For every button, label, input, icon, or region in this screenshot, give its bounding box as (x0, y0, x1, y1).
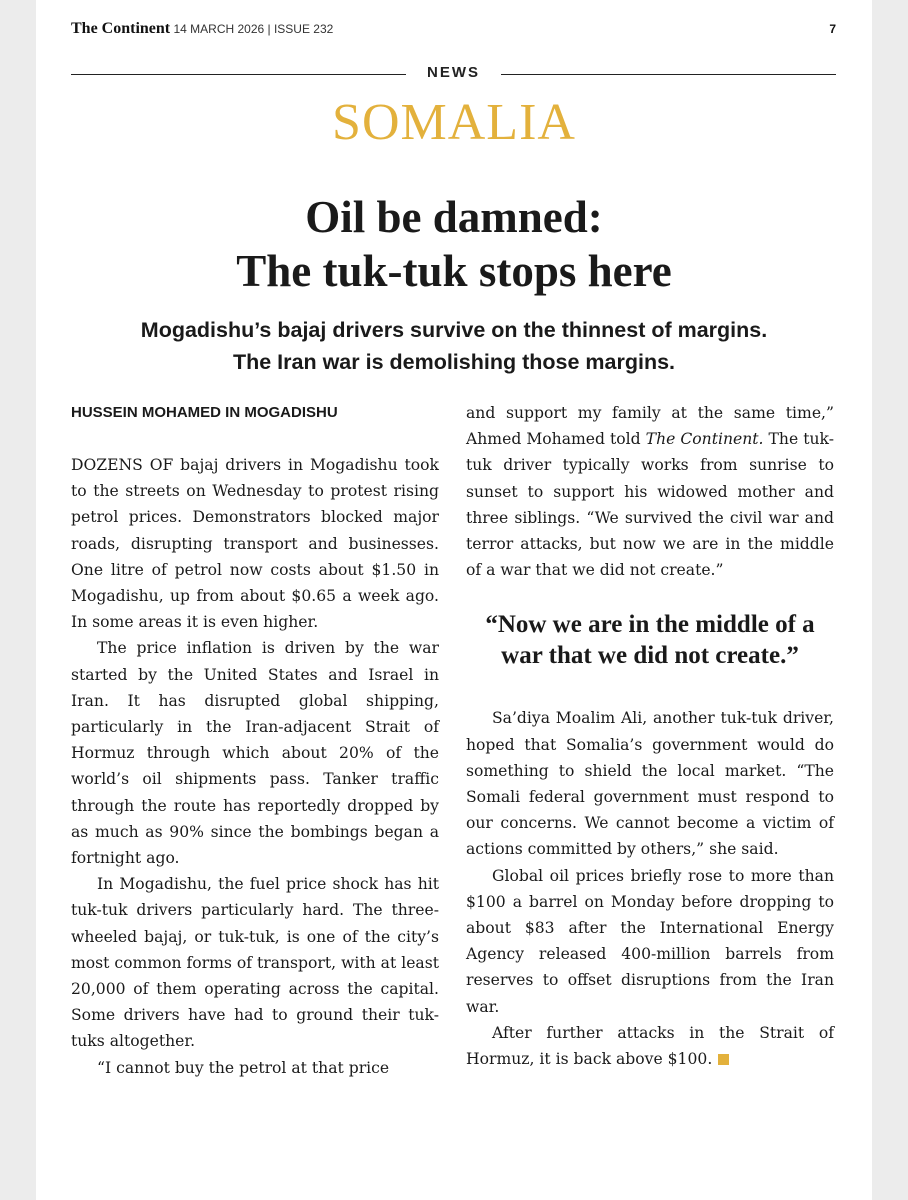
headline (36, 190, 872, 298)
section-label: NEWS (427, 64, 480, 81)
publication-name[interactable]: The Continent (71, 20, 171, 37)
masthead (71, 20, 836, 38)
date-issue: 14 MARCH 2026 | ISSUE 232 (173, 22, 334, 36)
pull-quote: “Now we are in the middle of a war that we did not create.” (485, 611, 815, 670)
paragraph-6: Sa’diya Moalim Ali, another tuk-tuk driver, hoped that Somalia’s government would do something to shield the local market. “The Somali federal government must respond to our concerns. We cannot become a victim of actions committed by others,” she said. (466, 709, 834, 859)
paragraph-8-text: After further attacks in the Strait of Hormuz, it is back above $100. (466, 1023, 834, 1069)
end-mark-icon (718, 1054, 729, 1065)
standfirst (36, 314, 872, 378)
article-column-right (466, 400, 834, 1072)
page-number: 7 (829, 22, 836, 36)
paragraph-5-start: and support my family at the same time,” Ahmed Mohamed told (466, 404, 834, 449)
standfirst-line-1: Mogadishu’s bajaj drivers survive on the thinnest of margins. (140, 318, 768, 342)
byline: HUSSEIN MOHAMED IN MOGADISHU (71, 404, 338, 421)
paragraph-8 (466, 1020, 834, 1072)
country-title: SOMALIA (332, 94, 576, 151)
publication-reference: The Continent. (645, 430, 764, 449)
headline-line-1: Oil be damned: (305, 192, 603, 242)
paragraph-1: DOZENS OF bajaj drivers in Mogadishu took to the streets on Wednesday to protest rising petrol prices. Demonstrators blocked major roads, disrupting transport and businesses. One litre of petrol now costs about $1.50 in Mogadishu, up from about $0.65 a week ago. In some areas it is even higher. (71, 456, 439, 632)
article-column-left (71, 400, 439, 1081)
page (36, 0, 872, 1200)
paragraph-4: “I cannot buy the petrol at that price (97, 1058, 390, 1077)
headline-line-2: The tuk-tuk stops here (236, 246, 672, 296)
paragraph-2: The price inflation is driven by the war started by the United States and Israel in Iran. It has disrupted global shipping, particularly in the Iran-adjacent Strait of Hormuz through which about 20% of the world’s oil shipments pass. Tanker traffic through the route has reportedly dropped by as much as 90% since the bombings began a fortnight ago. (71, 639, 439, 868)
section-header (71, 62, 836, 86)
paragraph-7: Global oil prices briefly rose to more than $100 a barrel on Monday before dropping to about $83 after the International Energy Agency released 400-million barrels from reserves to offset disruptions from the Iran war. (466, 866, 834, 1016)
paragraph-3: In Mogadishu, the fuel price shock has hit tuk-tuk drivers particularly hard. The three-wheeled bajaj, or tuk-tuk, is one of the city’s most common forms of transport, with at least 20,000 of them operating across the capital. Some drivers have had to ground their tuk-tuks altogether. (71, 875, 439, 1051)
paragraph-5-end: The tuk-tuk driver typically works from sunrise to sunset to support his widowed mother and three siblings. “We survived the civil war and terror attacks, but now we are in the middle of a war that we did not create.” (466, 430, 834, 580)
section-rule-right (501, 74, 836, 75)
paragraph-5 (466, 400, 834, 583)
standfirst-line-2: The Iran war is demolishing those margins. (232, 350, 676, 374)
